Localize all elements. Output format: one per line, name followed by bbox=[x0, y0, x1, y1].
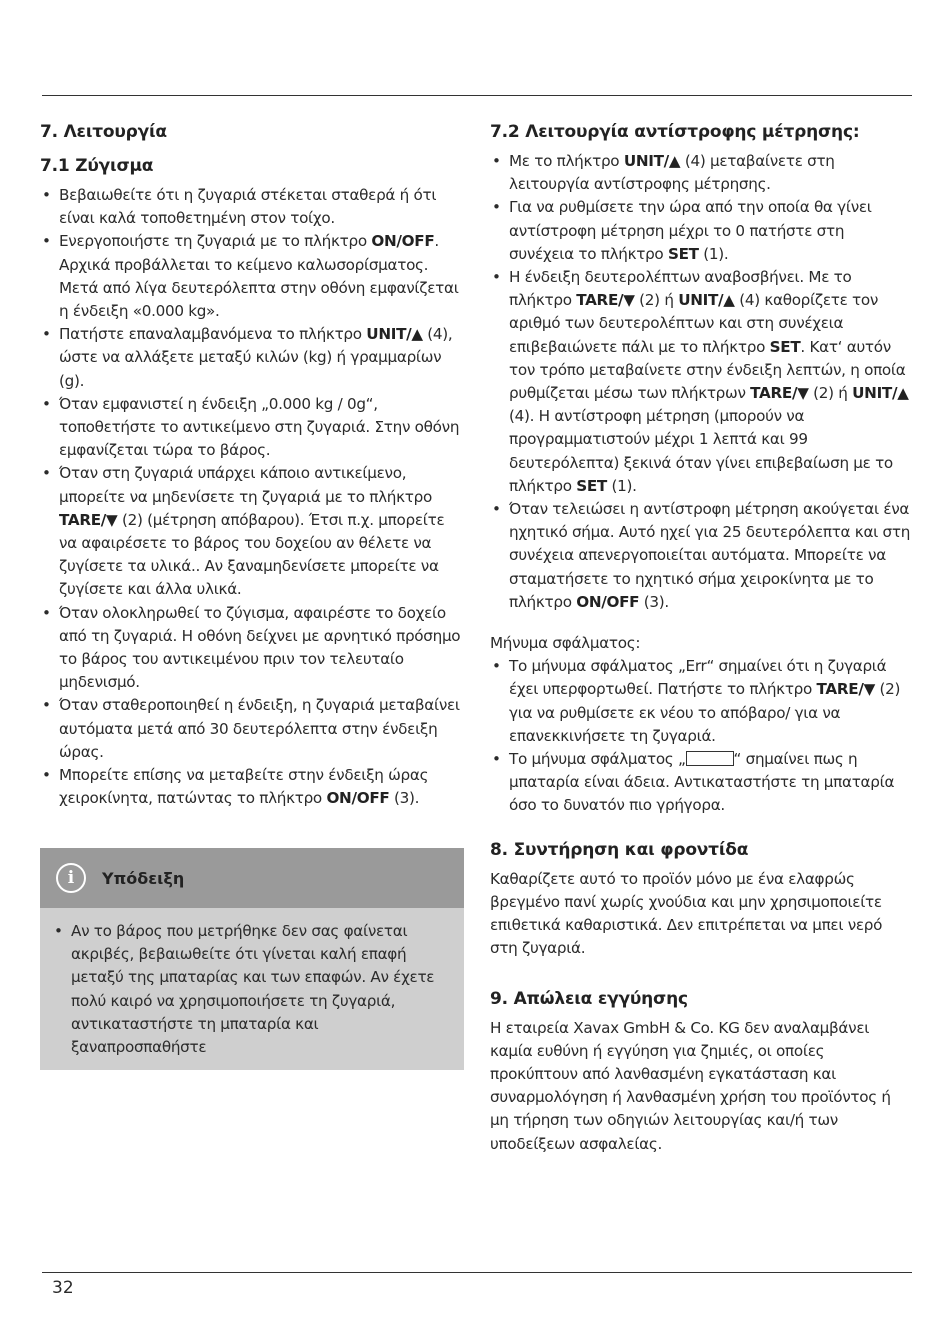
info-icon: i bbox=[56, 863, 86, 893]
hint-body bbox=[40, 908, 464, 1059]
key-label: SET bbox=[576, 476, 607, 495]
key-label: TARE/▼ bbox=[59, 510, 118, 529]
key-label: UNIT/▲ bbox=[623, 152, 681, 170]
error-message-label: Μήνυμα σφάλματος: bbox=[490, 634, 641, 653]
list-item: • Όταν στη ζυγαριά υπάρχει κάποιο αντικείμενο, μπορείτε να μηδενίσετε τη ζυγαριά με το πλήκτρο TARE/▼ (2) (μέτρηση απόβαρου). Έτσι π.χ. μπορείτε να αφαιρέσετε το βάρος του δοχείου αν θέλετε να ζυγίσετε τα υλικά.. Αν ξαναμηδενίσετε μπορείτε να ζυγίσετε και άλλα υλικά. bbox=[40, 462, 465, 601]
list-item: • Το μήνυμα σφάλματος „Err“ σημαίνει ότι η ζυγαριά έχει υπερφορτωθεί. Πατήστε το πλήκτρο TARE/▼ (2) για να ρυθμίσετε εκ νέου το απόβαρο/ για να επανεκκινήσετε τη ζυγαριά. bbox=[490, 655, 910, 748]
weighing-list bbox=[40, 184, 465, 810]
list-item: • Όταν τελειώσει η αντίστροφη μέτρηση ακούγεται ένα ηχητικό σήμα. Αυτό ηχεί για 25 δευτερόλεπτα και στη συνέχεια απενεργοποιείται αυτόματα. Μπορείτε να σταματήσετε το ηχητικό σήμα χειροκίνητα με το πλήκτρο ON/OFF (3). bbox=[490, 498, 910, 614]
key-label: ON/OFF bbox=[371, 232, 435, 251]
section-7-1-heading: 7.1 Ζύγισμα bbox=[40, 156, 154, 176]
key-label: ON/OFF bbox=[576, 592, 640, 611]
hint-box bbox=[40, 848, 464, 1070]
countdown-list bbox=[490, 150, 910, 614]
list-item: • Όταν σταθεροποιηθεί η ένδειξη, η ζυγαριά μεταβαίνει αυτόματα μετά από 30 δευτερόλεπτα στην ένδειξη ώρας. bbox=[40, 694, 465, 764]
list-item: • Όταν ολοκληρωθεί το ζύγισμα, αφαιρέστε το δοχείο από τη ζυγαριά. Η οθόνη δείχνει με αρνητικό πρόσημο το βάρος του αντικειμένου πριν τον τελευταίο μηδενισμό. bbox=[40, 602, 465, 695]
key-label: UNIT/▲ bbox=[678, 291, 735, 310]
list-item: • Ενεργοποιήστε τη ζυγαριά με το πλήκτρο ON/OFF. Αρχικά προβάλλεται το κείμενο καλωσορίσματος. Μετά από λίγα δευτερόλεπτα στην οθόνη εμφανίζεται η ένδειξη «0.000 kg». bbox=[40, 230, 465, 323]
section-8-heading: 8. Συντήρηση και φροντίδα bbox=[490, 839, 749, 860]
section-9-heading: 9. Απώλεια εγγύησης bbox=[490, 988, 688, 1009]
list-item: • Όταν εμφανιστεί η ένδειξη „0.000 kg / 0g“, τοποθετήστε το αντικείμενο στη ζυγαριά. Στην οθόνη εμφανίζεται τώρα το βάρος. bbox=[40, 393, 465, 463]
section-9-text: Η εταιρεία Xavax GmbH & Co. KG δεν αναλαμβάνει καμία ευθύνη ή εγγύηση για ζημιές, οι οποίες προκύπτουν από λανθασμένη εγκατάσταση και συναρμολόγηση ή λανθασμένη χρήση του προϊόντος ή μη τήρηση των οδηγιών λειτουργίας και/ή των υποδείξεων ασφαλείας. bbox=[490, 1018, 891, 1153]
footer-rule bbox=[42, 1272, 912, 1273]
list-item: • Μπορείτε επίσης να μεταβείτε στην ένδειξη ώρας χειροκίνητα, πατώντας το πλήκτρο ON/OFF (3). bbox=[40, 764, 465, 810]
section-8-text: Καθαρίζετε αυτό το προϊόν μόνο με ένα ελαφρώς βρεγμένο πανί χωρίς χνούδια και μην χρησιμοποιείτε επιθετικά καθαριστικά. Δεν επιτρέπεται να μπει νερό στη ζυγαριά. bbox=[490, 869, 883, 958]
list-item: • Με το πλήκτρο UNIT/▲ (4) μεταβαίνετε στη λειτουργία αντίστροφης μέτρησης. bbox=[490, 150, 910, 196]
key-label: UNIT/▲ bbox=[852, 384, 909, 403]
hint-header bbox=[40, 848, 464, 908]
list-item: • Το μήνυμα σφάλματος „ “ σημαίνει πως η μπαταρία είναι άδεια. Αντικαταστήστε τη μπαταρία όσο το δυνατόν πιο γρήγορα. bbox=[490, 748, 910, 818]
error-list bbox=[490, 655, 910, 817]
page-number: 32 bbox=[52, 1278, 74, 1298]
list-item: • Για να ρυθμίσετε την ώρα από την οποία θα γίνει αντίστροφη μέτρηση μέχρι το 0 πατήστε στη συνέχεια το πλήκτρο SET (1). bbox=[490, 196, 910, 266]
list-item: • Πατήστε επαναλαμβανόμενα το πλήκτρο UNIT/▲ (4), ώστε να αλλάξετε μεταξύ κιλών (kg) ή γραμμαρίων (g). bbox=[40, 323, 465, 393]
list-item: • Η ένδειξη δευτερολέπτων αναβοσβήνει. Με το πλήκτρο TARE/▼ (2) ή UNIT/▲ (4) καθορίζετε τον αριθμό των δευτερολέπτων και στη συνέχεια επιβεβαιώνετε πάλι με το πλήκτρο SET. Κατ‘ αυτόν τον τρόπο μεταβαίνετε στην ένδειξη λεπτών, η οποία ρυθμίζεται μέσω των πλήκτρων TARE/▼ (2) ή UNIT/▲ (4). Η αντίστροφη μέτρηση (μπορούν να προγραμματιστούν μέχρι 1 λεπτά και 99 δευτερόλεπτα) ξεκινά όταν γίνει επιβεβαίωση με το πλήκτρο SET (1). bbox=[490, 266, 910, 498]
section-7-2-heading: 7.2 Λειτουργία αντίστροφης μέτρησης: bbox=[490, 122, 860, 142]
key-label: TARE/▼ bbox=[576, 291, 635, 310]
key-label: TARE/▼ bbox=[750, 384, 809, 403]
key-label: SET bbox=[769, 337, 801, 356]
header-rule bbox=[42, 95, 912, 96]
key-label: SET bbox=[667, 244, 699, 263]
key-label: TARE/▼ bbox=[816, 680, 875, 699]
hint-title: Υπόδειξη bbox=[102, 868, 185, 888]
list-item: • Βεβαιωθείτε ότι η ζυγαριά στέκεται σταθερά ή ότι είναι καλά τοποθετημένη στον τοίχο. bbox=[40, 184, 465, 230]
left-column bbox=[40, 118, 465, 810]
key-label: ON/OFF bbox=[326, 789, 390, 808]
section-7-heading: 7. Λειτουργία bbox=[40, 122, 167, 142]
right-column bbox=[490, 118, 910, 1156]
battery-empty-icon bbox=[686, 751, 734, 766]
key-label: UNIT/▲ bbox=[366, 325, 423, 344]
list-item: • Αν το βάρος που μετρήθηκε δεν σας φαίνεται ακριβές, βεβαιωθείτε ότι γίνεται καλή επαφή μεταξύ της μπαταρίας και των επαφών. Αν έχετε πολύ καιρό να χρησιμοποιήσετε τη ζυγαριά, αντικαταστήστε τη μπαταρία και ξαναπροσπαθήστε bbox=[52, 920, 450, 1059]
